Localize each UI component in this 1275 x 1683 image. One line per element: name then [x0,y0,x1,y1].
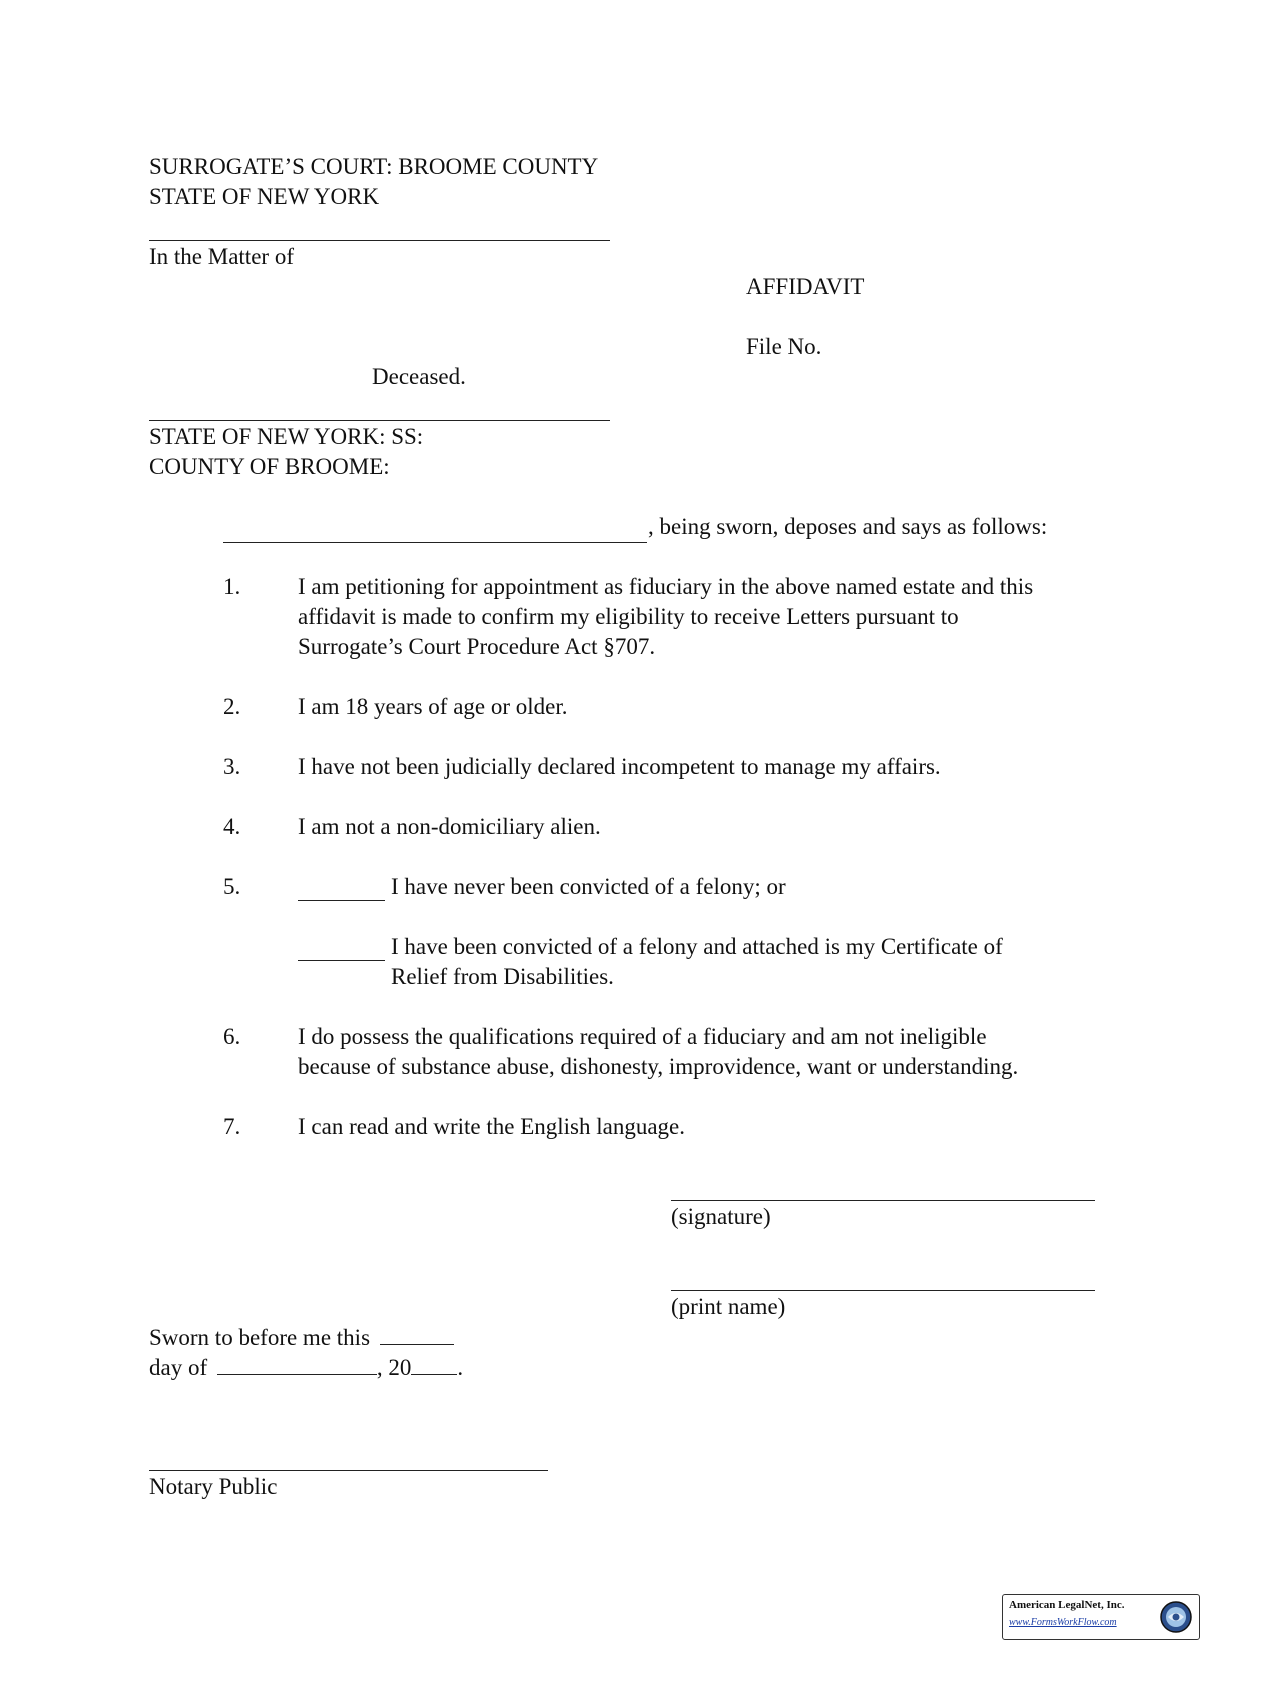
item-number: 6. [223,1024,241,1049]
jurat-day-blank[interactable] [380,1322,454,1345]
item-line: I am petitioning for appointment as fiduciary in the above named estate and this [298,574,1034,599]
publisher-name: American LegalNet, Inc. [1009,1599,1125,1611]
signature-line[interactable] [671,1200,1095,1201]
item-line: Surrogate’s Court Procedure Act §707. [298,634,656,659]
deceased-label: Deceased. [372,364,466,389]
item-number: 7. [223,1114,241,1139]
item-number: 4. [223,814,241,839]
notary-signature-line[interactable] [149,1470,548,1471]
caption-top-rule [149,240,610,241]
option-b-checkline[interactable] [298,960,385,961]
notary-label: Notary Public [149,1474,278,1499]
option-a-text: I have never been convicted of a felony; or [391,874,786,899]
intro-text: , being sworn, deposes and says as follows: [648,514,1048,539]
item-line: affidavit is made to confirm my eligibility to receive Letters pursuant to [298,604,959,629]
publisher-logo [1002,1594,1200,1640]
court-name: SURROGATE’S COURT: BROOME COUNTY [149,154,599,179]
item-line: I can read and write the English language. [298,1114,686,1139]
jurat-line-2 [149,1352,463,1383]
jurat-year-prefix: , 20 [376,1355,412,1380]
jurat-line-1 [149,1322,454,1353]
item-number: 2. [223,694,241,719]
print-name-line[interactable] [671,1290,1095,1291]
court-state: STATE OF NEW YORK [149,184,380,209]
jurat-period: . [457,1355,464,1380]
globe-icon [1159,1600,1193,1634]
item-number: 5. [223,874,241,899]
deponent-name-blank[interactable] [223,542,647,543]
document-title: AFFIDAVIT [746,274,865,299]
option-b-text: Relief from Disabilities. [391,964,614,989]
signature-label: (signature) [671,1204,771,1229]
jurat-year-blank[interactable] [411,1352,457,1375]
matter-label: In the Matter of [149,244,294,269]
item-line: I have not been judicially declared incompetent to manage my affairs. [298,754,941,779]
item-line: because of substance abuse, dishonesty, improvidence, want or understanding. [298,1054,1019,1079]
item-number: 3. [223,754,241,779]
item-line: I do possess the qualifications required of a fiduciary and am not ineligible [298,1024,987,1049]
publisher-url[interactable]: www.FormsWorkFlow.com [1009,1617,1117,1628]
file-number-label: File No. [746,334,822,359]
venue-state: STATE OF NEW YORK: SS: [149,424,424,449]
print-name-label: (print name) [671,1294,786,1319]
jurat-day-of-text: day of [149,1355,208,1380]
item-line: I am 18 years of age or older. [298,694,568,719]
caption-bottom-rule [149,420,610,421]
venue-county: COUNTY OF BROOME: [149,454,390,479]
option-b-text: I have been convicted of a felony and attached is my Certificate of [391,934,1003,959]
option-a-checkline[interactable] [298,900,385,901]
jurat-sworn-text: Sworn to before me this [149,1325,371,1350]
item-number: 1. [223,574,241,599]
jurat-month-blank[interactable] [217,1352,377,1375]
item-line: I am not a non-domiciliary alien. [298,814,601,839]
